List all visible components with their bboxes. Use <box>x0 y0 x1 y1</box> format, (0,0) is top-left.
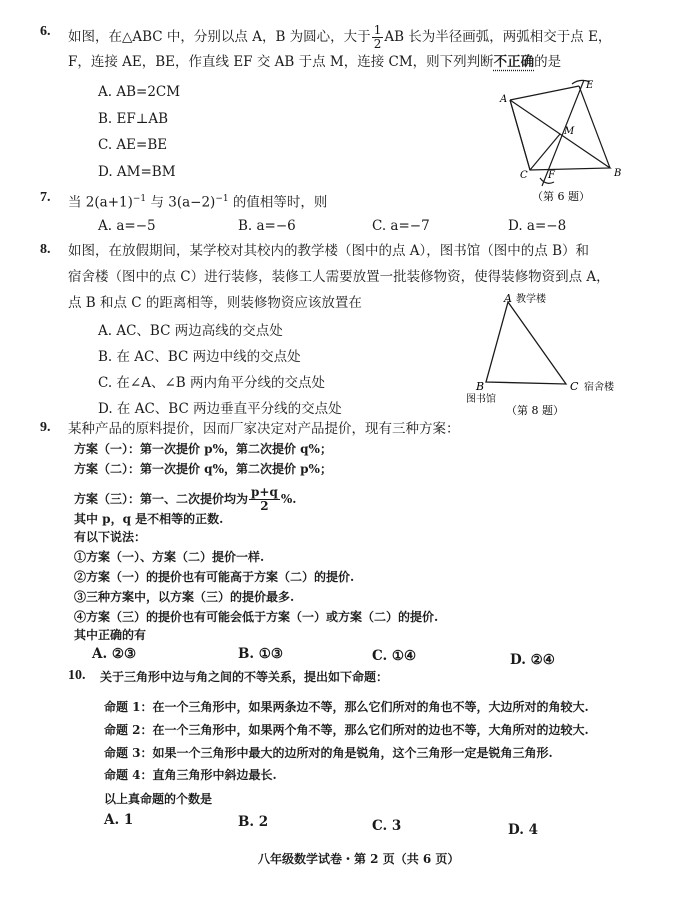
q8-label-c: C <box>570 380 579 393</box>
q7-text-c: 的值相等时，则 <box>228 194 328 211</box>
q6-line-ae <box>510 86 579 100</box>
q8-stem-line1: 如图，在放假期间，某学校对其校内的教学楼（图中的点 A），图书馆（图中的点 B）和 <box>68 243 590 259</box>
q8-stem-line3: 点 B 和点 C 的距离相等，则装修物资应该放置在 <box>68 295 362 311</box>
q6-number: 6. <box>40 24 51 39</box>
q6-caption: （第 6 题） <box>532 190 590 203</box>
q7-option-d[interactable]: D. a=−8 <box>508 218 567 234</box>
q9-option-c[interactable]: C. ①④ <box>372 648 417 664</box>
q8-option-d[interactable]: D. 在 AC、BC 两边垂直平分线的交点处 <box>98 401 342 417</box>
q8-label-b-building: 图书馆 <box>466 394 496 405</box>
q7-number: 7. <box>40 190 51 205</box>
q6-label-e: E <box>586 80 594 91</box>
q8-triangle <box>486 302 566 384</box>
q6-label-m: M <box>564 126 575 137</box>
q6-option-c[interactable]: C. AE=BE <box>98 137 168 153</box>
q9-plan3-fraction <box>249 486 280 513</box>
q7-sup2: −1 <box>215 194 229 204</box>
q8-figure <box>466 290 626 420</box>
q10-proposition-1: 命题 1：在一个三角形中，如果两条边不等，那么它们所对的角也不等，大边所对的角较大. <box>104 700 589 714</box>
q9-option-a[interactable]: A. ②③ <box>92 646 137 662</box>
q8-caption: （第 8 题） <box>506 404 564 417</box>
q7-sup1: −1 <box>132 194 147 204</box>
page-footer: 八年级数学试卷・第 2 页（共 6 页） <box>258 852 460 866</box>
q8-label-c-building: 宿舍楼 <box>584 382 614 393</box>
q9-plan3-den: 2 <box>260 499 269 513</box>
q10-proposition-3: 命题 3：如果一个三角形中最大的边所对的角是锐角，这个三角形一定是锐角三角形. <box>104 746 553 760</box>
q7-text-a: 当 2(a+1) <box>68 194 133 211</box>
q6-line1-b: AB 长为半径画弧，两弧相交于点 E， <box>384 29 612 45</box>
q6-frac-num: 1 <box>373 23 382 37</box>
q9-option-d[interactable]: D. ②④ <box>510 652 555 668</box>
q8-option-b[interactable]: B. 在 AC、BC 两边中线的交点处 <box>98 349 301 365</box>
q7-text-b: 与 3(a−2) <box>146 194 216 211</box>
q6-label-a: A <box>500 94 508 105</box>
q6-figure <box>480 78 630 206</box>
q6-fraction <box>372 24 384 51</box>
q7-option-b[interactable]: B. a=−6 <box>238 218 296 234</box>
q7-option-c[interactable]: C. a=−7 <box>372 218 430 234</box>
q9-plan1: 方案（一）：第一次提价 p%，第二次提价 q%； <box>74 442 332 456</box>
q9-plan2: 方案（二）：第一次提价 q%，第二次提价 p%； <box>74 462 332 476</box>
q9-say: 有以下说法： <box>74 530 147 544</box>
q6-option-a[interactable]: A. AB=2CM <box>98 84 181 100</box>
q8-label-a-building: 教学楼 <box>516 294 546 305</box>
q7-stem <box>68 190 327 212</box>
q8-label-b: B <box>476 380 485 393</box>
q9-statement-1: ①方案（一）、方案（二）提价一样. <box>74 550 265 564</box>
q6-line-be <box>579 86 610 168</box>
q6-option-d[interactable]: D. AM=BM <box>98 164 176 180</box>
q6-emphasis: 不正确 <box>493 54 535 70</box>
q9-plan3-num: p+q <box>251 485 278 499</box>
q6-label-c: C <box>520 170 528 181</box>
q6-option-b[interactable]: B. EF⊥AB <box>98 111 169 127</box>
q8-label-a: A <box>504 292 512 305</box>
q10-proposition-2: 命题 2：在一个三角形中，如果两个角不等，那么它们所对的边也不等，大角所对的边较大. <box>104 723 589 737</box>
q6-stem-line1 <box>68 24 611 51</box>
q10-option-a[interactable]: A. 1 <box>104 812 134 828</box>
q6-stem-line2 <box>68 53 561 71</box>
q9-number: 9. <box>40 420 51 435</box>
q10-option-c[interactable]: C. 3 <box>372 818 402 834</box>
q8-number: 8. <box>40 242 51 257</box>
q10-option-d[interactable]: D. 4 <box>508 822 539 838</box>
q9-plan3 <box>74 486 296 513</box>
q9-plan3-a: 方案（三）：第一、二次提价均为 <box>74 492 249 506</box>
q7-option-a[interactable]: A. a=−5 <box>98 218 156 234</box>
q10-ask: 以上真命题的个数是 <box>104 792 213 806</box>
q9-ask: 其中正确的有 <box>74 628 147 642</box>
q9-statement-4: ④方案（三）的提价也有可能会低于方案（一）或方案（二）的提价. <box>74 610 439 624</box>
q9-pq-note: 其中 p，q 是不相等的正数. <box>74 512 224 526</box>
q10-number: 10. <box>68 668 86 683</box>
q8-option-c[interactable]: C. 在∠A、∠B 两内角平分线的交点处 <box>98 375 326 391</box>
q6-label-f: F <box>548 170 555 181</box>
q8-stem-line2: 宿舍楼（图中的点 C）进行装修，装修工人需要放置一批装修物资，使得装修物资到点 A， <box>68 269 610 285</box>
q8-option-a[interactable]: A. AC、BC 两边高线的交点处 <box>98 323 283 339</box>
q9-statement-3: ③三种方案中，以方案（三）的提价最多. <box>74 590 295 604</box>
q6-line2-a: F，连接 AE，BE，作直线 EF 交 AB 于点 M，连接 CM，则下列判断 <box>68 54 494 70</box>
q6-label-b: B <box>614 168 622 179</box>
q10-stem: 关于三角形中边与角之间的不等关系，提出如下命题： <box>100 670 389 684</box>
q9-plan3-b: %. <box>280 492 297 506</box>
q9-stem-line1: 某种产品的原料提价，因而厂家决定对产品提价，现有三种方案： <box>68 421 460 437</box>
q9-option-b[interactable]: B. ①③ <box>238 646 284 662</box>
q6-line2-b: 的是 <box>534 54 562 70</box>
q10-proposition-4: 命题 4：直角三角形中斜边最长. <box>104 768 277 782</box>
q10-option-b[interactable]: B. 2 <box>238 814 269 830</box>
q9-statement-2: ②方案（一）的提价也有可能高于方案（二）的提价. <box>74 570 355 584</box>
q6-frac-den: 2 <box>373 37 382 51</box>
q6-line1-a: 如图，在△ABC 中，分别以点 A，B 为圆心，大于 <box>68 29 371 45</box>
